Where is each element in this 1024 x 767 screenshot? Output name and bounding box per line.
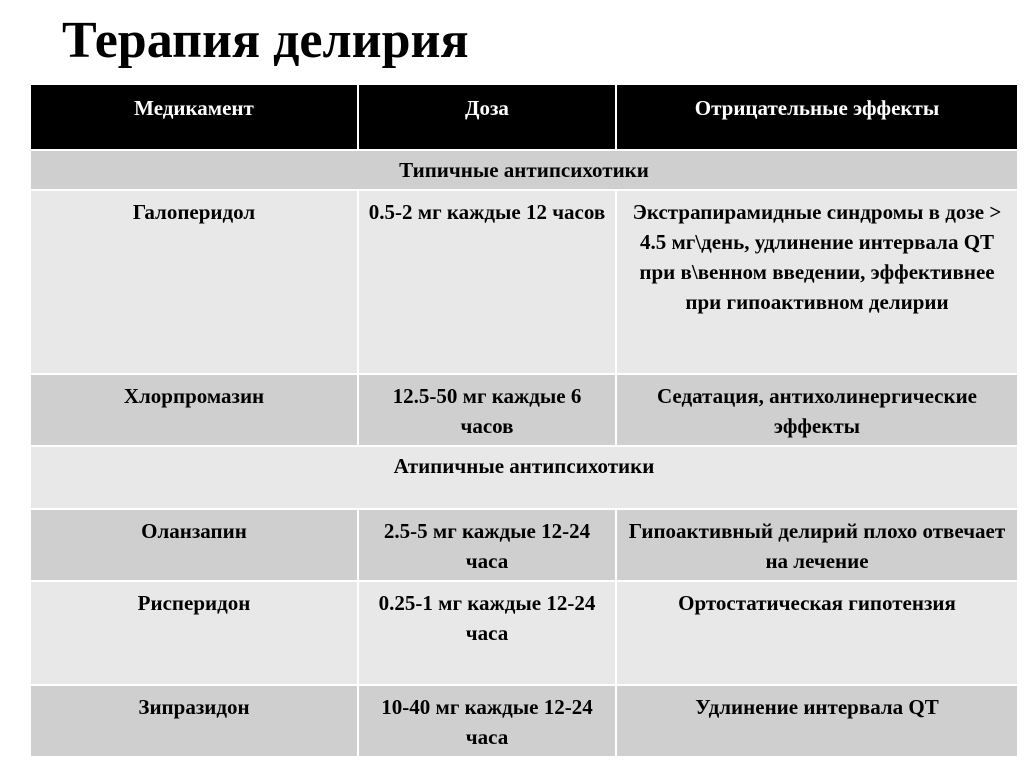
header-dose: Доза (358, 84, 616, 150)
drug-cell: Оланзапин (30, 509, 358, 581)
dose-cell: 2.5-5 мг каждые 12-24 часа (358, 509, 616, 581)
section-row-atypical (30, 446, 1018, 509)
table-header-row (30, 84, 1018, 150)
header-effects: Отрицательные эффекты (616, 84, 1018, 150)
effects-cell: Гипоактивный делирий плохо отвечает на лечение (616, 509, 1018, 581)
drug-cell: Хлорпромазин (30, 374, 358, 446)
section-row-typical (30, 150, 1018, 190)
section-title-typical: Типичные антипсихотики (30, 150, 1018, 190)
header-drug: Медикамент (30, 84, 358, 150)
table-row (30, 374, 1018, 446)
effects-cell: Удлинение интервала QT (616, 685, 1018, 757)
table-row (30, 581, 1018, 685)
therapy-table (29, 83, 1019, 758)
page-title: Терапия делирия (62, 12, 469, 69)
dose-cell: 0.25-1 мг каждые 12-24 часа (358, 581, 616, 685)
effects-cell: Экстрапирамидные синдромы в дозе > 4.5 мг\день, удлинение интервала QT при в\венном введении, эффективнее при гипоактивном делирии (616, 190, 1018, 374)
table-row (30, 685, 1018, 757)
effects-cell: Ортостатическая гипотензия (616, 581, 1018, 685)
drug-cell: Рисперидон (30, 581, 358, 685)
drug-cell: Зипразидон (30, 685, 358, 757)
table-row (30, 509, 1018, 581)
dose-cell: 10-40 мг каждые 12-24 часа (358, 685, 616, 757)
dose-cell: 12.5-50 мг каждые 6 часов (358, 374, 616, 446)
drug-cell: Галоперидол (30, 190, 358, 374)
dose-cell: 0.5-2 мг каждые 12 часов (358, 190, 616, 374)
section-title-atypical: Атипичные антипсихотики (30, 446, 1018, 509)
table-row (30, 190, 1018, 374)
effects-cell: Седатация, антихолинергические эффекты (616, 374, 1018, 446)
